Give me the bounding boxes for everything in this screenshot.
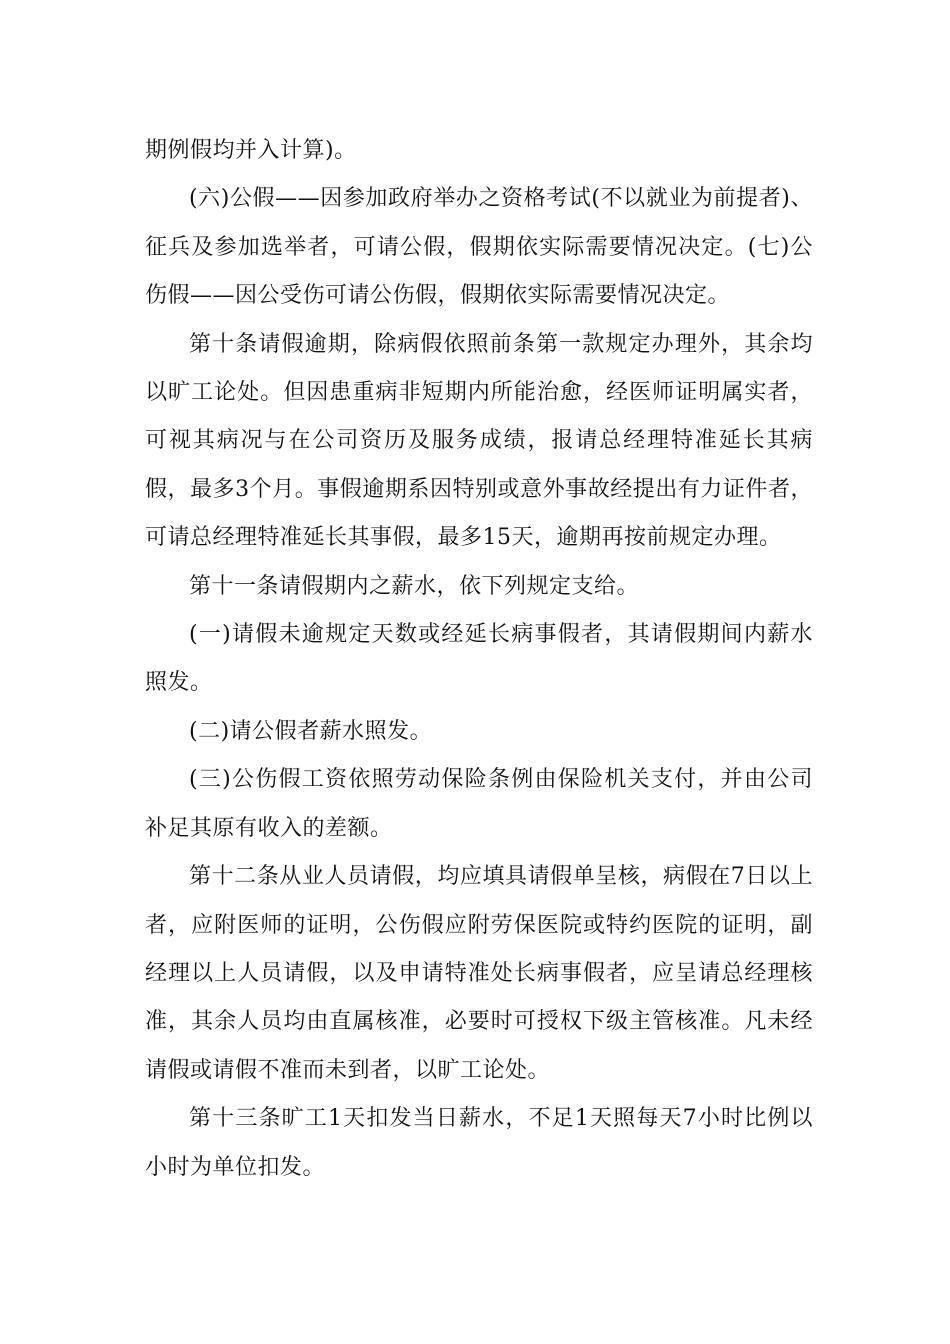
- document-body: [145, 127, 813, 1192]
- paragraph-item-1: (一)请假未逾规定天数或经延长病事假者，其请假期间内薪水照发。: [145, 622, 813, 696]
- paragraph-article-10: 第十条请假逾期，除病假依照前条第一款规定办理外，其余均以旷工论处。但因患重病非短期内所能治愈，经医师证明属实者，可视其病况与在公司资历及服务成绩，报请总经理特准延长其病假，最多3个月。事假逾期系因特别或意外事故经提出有力证件者，可请总经理特准延长其事假，最多15天，逾期再按前规定办理。: [145, 331, 813, 551]
- paragraph-item-2: (二)请公假者薪水照发。: [189, 718, 433, 744]
- paragraph-article-13: 第十三条旷工1天扣发当日薪水，不足1天照每天7小时比例以小时为单位扣发。: [145, 1106, 813, 1180]
- paragraph-article-11: 第十一条请假期内之薪水，依下列规定支给。: [189, 573, 640, 599]
- paragraph-item-3: (三)公伤假工资依照劳动保险条例由保险机关支付，并由公司补足其原有收入的差额。: [145, 767, 813, 841]
- paragraph-article-12: 第十二条从业人员请假，均应填具请假单呈核，病假在7日以上者，应附医师的证明，公伤假应附劳保医院或特约医院的证明，副经理以上人员请假，以及申请特准处长病事假者，应呈请总经理核准，其余人员均由直属核准，必要时可授权下级主管核准。凡未经请假或请假不准而未到者，以旷工论处。: [145, 864, 813, 1083]
- paragraph-continuation: 期例假均并入计算)。: [145, 138, 357, 163]
- paragraph-public-leave: (六)公假——因参加政府举办之资格考试(不以就业为前提者)、征兵及参加选举者，可请公假，假期依实际需要情况决定。(七)公伤假——因公受伤可请公伤假，假期依实际需要情况决定。: [145, 186, 813, 309]
